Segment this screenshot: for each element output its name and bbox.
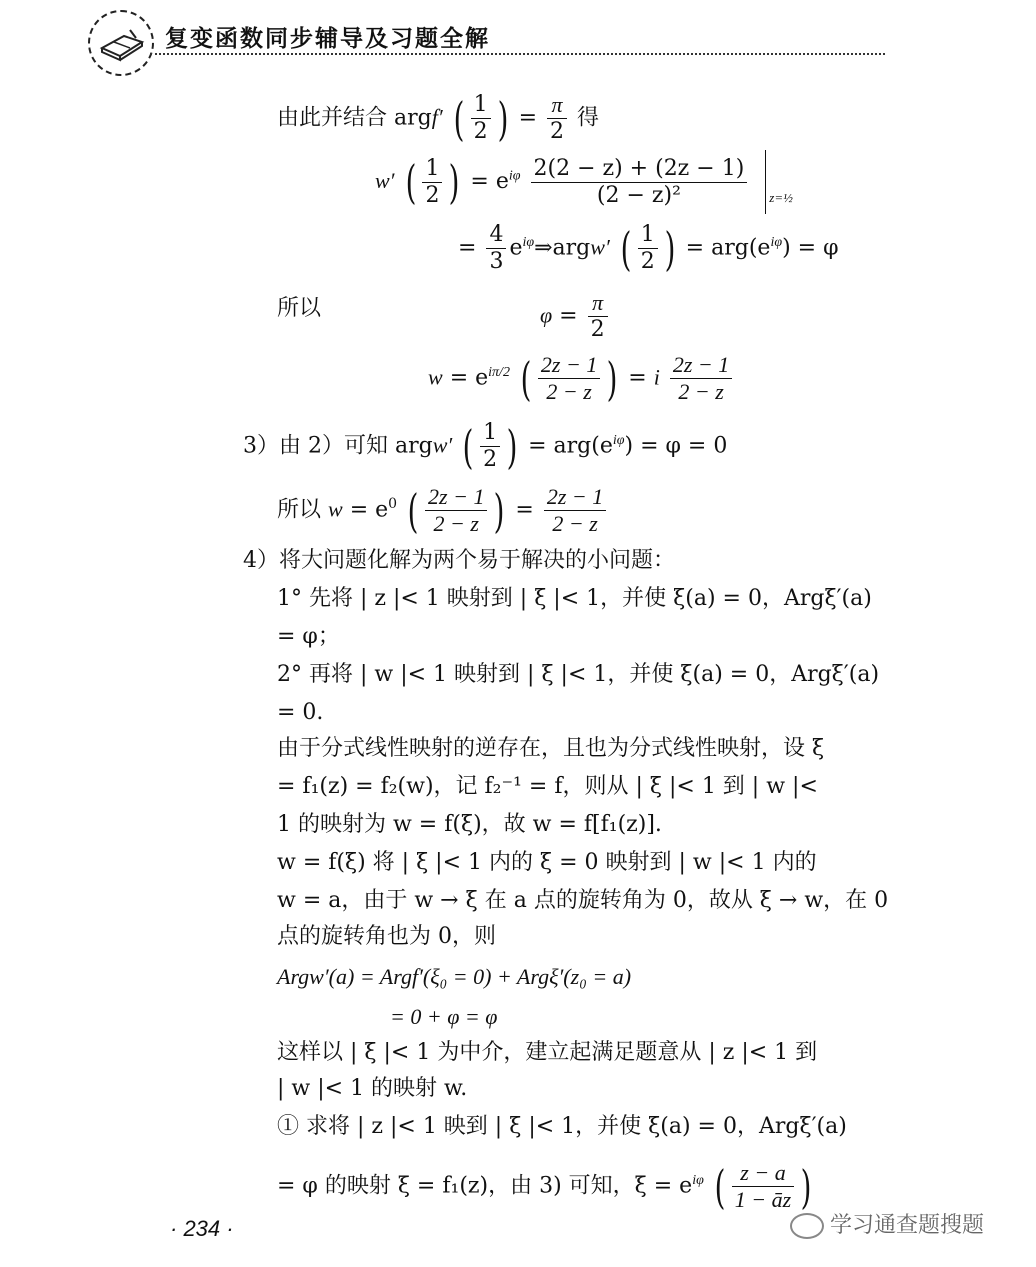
frac-num: π [592,290,604,315]
math-wprime: w′ [375,168,395,193]
fraction-half [638,222,658,275]
evaluation-point: z=½ [769,190,793,205]
frac-num: 1 [425,155,440,181]
math-wprime: w′ [590,234,610,260]
frac-num: 4 [489,222,504,247]
fraction-pi-over-2 [588,290,608,343]
paragraph-line: = f₁(z) = f₂(w)，记 f₂⁻¹ = f，则从 | ξ |< 1 到 | w |< [277,774,818,799]
text-segment: = φ 的映射 ξ = f₁(z)，由 3) 可知，ξ = e [277,1173,693,1199]
math-w: w [328,496,343,522]
equation-wprime-half [375,150,793,214]
frac-den: 2 [480,446,500,473]
frac-num: 2z − 1 [546,484,604,509]
frac-den: 2 [638,248,658,275]
paragraph-line: | w |< 1 的映射 w. [277,1076,468,1101]
right-paren: ) [800,1159,812,1214]
exp-power: iφ [508,168,521,184]
frac-num: 2z − 1 [428,484,485,509]
frac-den: 2 [422,182,442,209]
equals-sign: = [470,169,489,194]
paragraph-line: 1° 先将 | z |< 1 映射到 | ξ |< 1，并使 ξ(a) = 0，Argξ′(a) [277,586,872,611]
equals-sign: = [685,235,705,261]
text-segment: 所以 [277,497,322,523]
equation-phi-pi-over-2 [540,290,611,343]
math-fprime: f′ [431,104,443,130]
frac-den: 2 [547,118,567,145]
frac-num: 2(2 − z) + (2z − 1) [533,155,745,181]
math-wprime: w′ [432,432,453,458]
exp-base: e [475,365,489,391]
equals-sign: = [349,497,369,523]
arg-exp: arg(e [711,235,771,261]
item-3 [243,420,727,473]
page-number: · 234 · [170,1216,234,1241]
frac-num: 1 [473,92,488,117]
fraction-mobius [670,352,732,405]
exp-base: e [495,169,509,194]
equation-result-argw [458,222,839,275]
frac-num: 2z − 1 [540,352,598,377]
frac-den: 1 − āz [732,1186,794,1213]
exp-power: 0 [388,496,398,513]
fraction-four-thirds [486,222,506,275]
equation-arg-result: = 0 + φ = φ [390,1004,498,1029]
line-therefore [277,296,321,322]
equals-sign: = [518,105,537,131]
item-4-heading: 4）将大问题化解为两个易于解决的小问题： [243,548,675,573]
equation-w-mapping [428,352,735,405]
fraction-disk-map [732,1160,794,1213]
paragraph-line: 点的旋转角也为 0，则 [277,924,496,949]
text-segment: 所以 [277,296,322,321]
exp-power: iπ/2 [488,365,510,381]
fraction-mobius [425,484,487,537]
frac-num: 2z − 1 [672,352,730,377]
evaluation-bar [765,150,766,214]
left-paren: ( [407,483,419,538]
right-paren: ) [449,155,460,209]
frac-num: π [551,92,563,117]
frac-den: 2 − z [425,510,487,537]
frac-den: (2 − z)² [531,182,748,209]
paragraph-line: ① 求将 | z |< 1 映到 | ξ |< 1，并使 ξ(a) = 0，Argξ′(a) [277,1114,847,1139]
frac-num: z − a [740,1160,786,1185]
right-paren: ) [497,91,508,146]
exp-power: iφ [770,235,783,251]
fraction-half [422,156,442,209]
paragraph-line: = 0. [277,700,324,725]
equals-sign: = [528,433,547,459]
fraction-mobius [544,484,606,537]
item-3-result [277,484,609,537]
exp-power: iφ [522,235,535,251]
arg-result: ) = φ = 0 [624,433,728,459]
math-i: i [653,364,660,390]
fraction-mobius [538,352,600,405]
paragraph-line: 由于分式线性映射的逆存在，且也为分式线性映射，设 ξ [277,736,825,761]
fraction-half [480,420,500,473]
wechat-icon [790,1213,824,1239]
right-paren: ) [506,419,518,474]
watermark [790,1208,984,1239]
paragraph-line-final [277,1160,815,1213]
frac-den: 2 [588,316,608,343]
book-icon-drawing [90,12,152,74]
math-phi: φ [540,302,553,328]
paragraph-line: = φ； [277,624,340,649]
text-segment: 得 [577,105,600,131]
equals-sign: = [449,365,469,391]
exp-power: iφ [612,433,625,449]
fraction-derivative [531,156,748,209]
arg-result: ) = φ [782,235,839,261]
left-paren: ( [453,91,465,146]
right-paren: ) [664,221,676,276]
frac-den: 2 − z [670,378,732,405]
math-w: w [428,364,443,390]
watermark-text: 学习通查题搜题 [830,1213,985,1238]
fraction-half [471,92,491,145]
arg-exp: arg(e [553,433,613,459]
frac-den: 2 − z [544,510,606,537]
equals-sign: = [628,365,647,391]
fraction-pi-over-2 [547,92,567,145]
left-paren: ( [620,221,632,276]
right-paren: ) [494,483,505,538]
text-segment: 3）由 2）可知 arg [243,433,433,459]
paragraph-line: w = f(ξ) 将 | ξ |< 1 内的 ξ = 0 映射到 | w |< 1 内的 [277,850,817,875]
book-icon [88,10,154,76]
left-paren: ( [520,351,532,406]
paragraph-line: 2° 再将 | w |< 1 映射到 | ξ |< 1，并使 ξ(a) = 0，Argξ′(a) [277,662,880,687]
implies-arg: ⇒arg [534,235,591,261]
frac-den: 3 [486,248,506,275]
text-segment: 由此并结合 arg [277,105,432,131]
page-header [0,0,1036,80]
exp-base: e [375,497,389,523]
right-paren: ) [606,351,618,406]
paragraph-line: 这样以 | ξ |< 1 为中介，建立起满足题意从 | z |< 1 到 [277,1040,818,1065]
equals-sign: = [515,497,534,523]
frac-num: 1 [483,420,498,445]
equals-sign: = [458,235,477,261]
header-title: 复变函数同步辅导及习题全解 [165,26,490,52]
equation-arg: Argw′(a) = Argf′(ξ₀ = 0) + Argξ′(z₀ = a) [277,964,632,989]
equals-sign: = [559,303,578,329]
frac-den: 2 − z [538,378,600,405]
header-divider [150,53,885,55]
paragraph-line: 1 的映射为 w = f(ξ)，故 w = f[f₁(z)]. [277,812,662,837]
left-paren: ( [714,1159,726,1214]
paragraph-line: w = a，由于 w → ξ 在 a 点的旋转角为 0，故从 ξ → w，在 0 [277,888,889,913]
frac-num: 1 [640,222,655,247]
left-paren: ( [462,419,474,474]
exp-base: e [509,235,523,261]
exp-power: iφ [692,1173,704,1189]
frac-den: 2 [471,118,491,145]
left-paren: ( [405,155,416,209]
line-arg-condition [277,92,599,145]
